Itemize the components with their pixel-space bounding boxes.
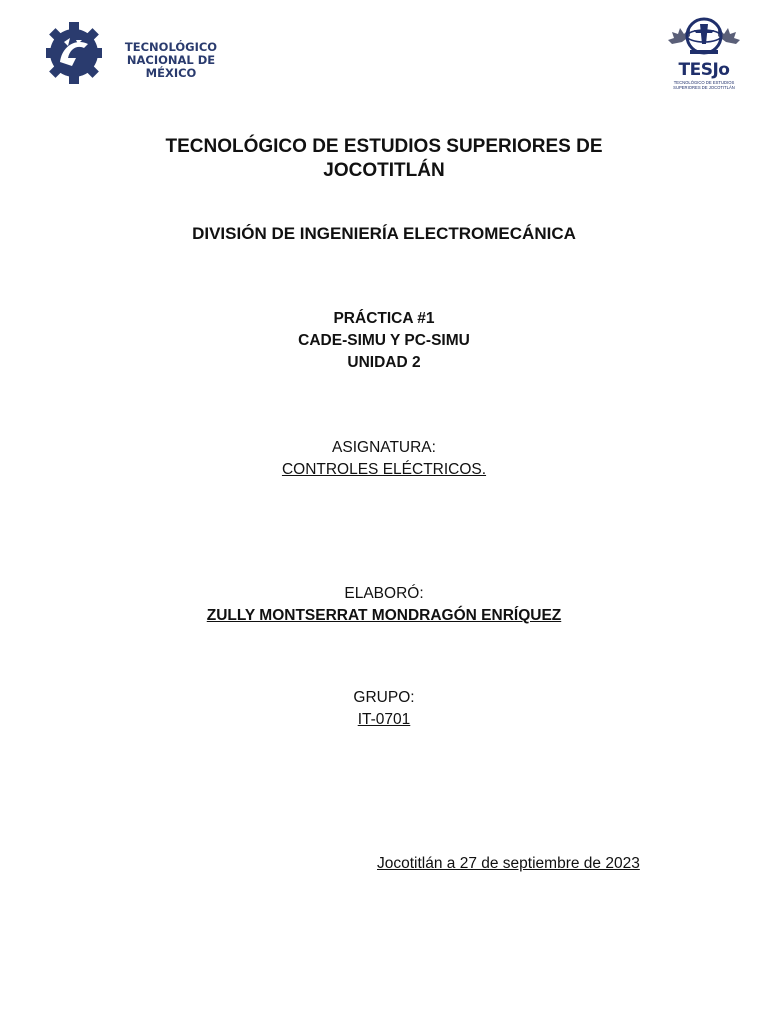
unit-label: UNIDAD 2 [347, 354, 421, 371]
course-label: ASIGNATURA: [332, 439, 436, 456]
tecnm-gear-emblem-icon [46, 18, 106, 88]
practice-title: PRÁCTICA #1 [333, 310, 435, 327]
group-label: GRUPO: [353, 689, 415, 706]
group-value: IT-0701 [357, 711, 411, 728]
tecnm-logo-text: TECNOLÓGICO NACIONAL DE MÉXICO [124, 40, 218, 80]
institution-title: TECNOLÓGICO DE ESTUDIOS SUPERIORES DE JOCOTITLÁN [165, 136, 603, 181]
practice-subject: CADE-SIMU Y PC-SIMU [298, 332, 470, 349]
tesjo-emblem-icon [664, 14, 744, 64]
author-label: ELABORÓ: [344, 585, 424, 602]
author-value: ZULLY MONTSERRAT MONDRAGÓN ENRÍQUEZ [206, 607, 562, 624]
course-value: CONTROLES ELÉCTRICOS. [281, 461, 487, 478]
tesjo-logo-subtitle: TECNOLÓGICO DE ESTUDIOS SUPERIORES DE JOCOTITLÁN [673, 80, 735, 90]
tesjo-logo-word: TESJo [678, 60, 730, 80]
division-title: DIVISIÓN DE INGENIERÍA ELECTROMECÁNICA [192, 224, 576, 243]
place-date: Jocotitlán a 27 de septiembre de 2023 [377, 855, 640, 872]
